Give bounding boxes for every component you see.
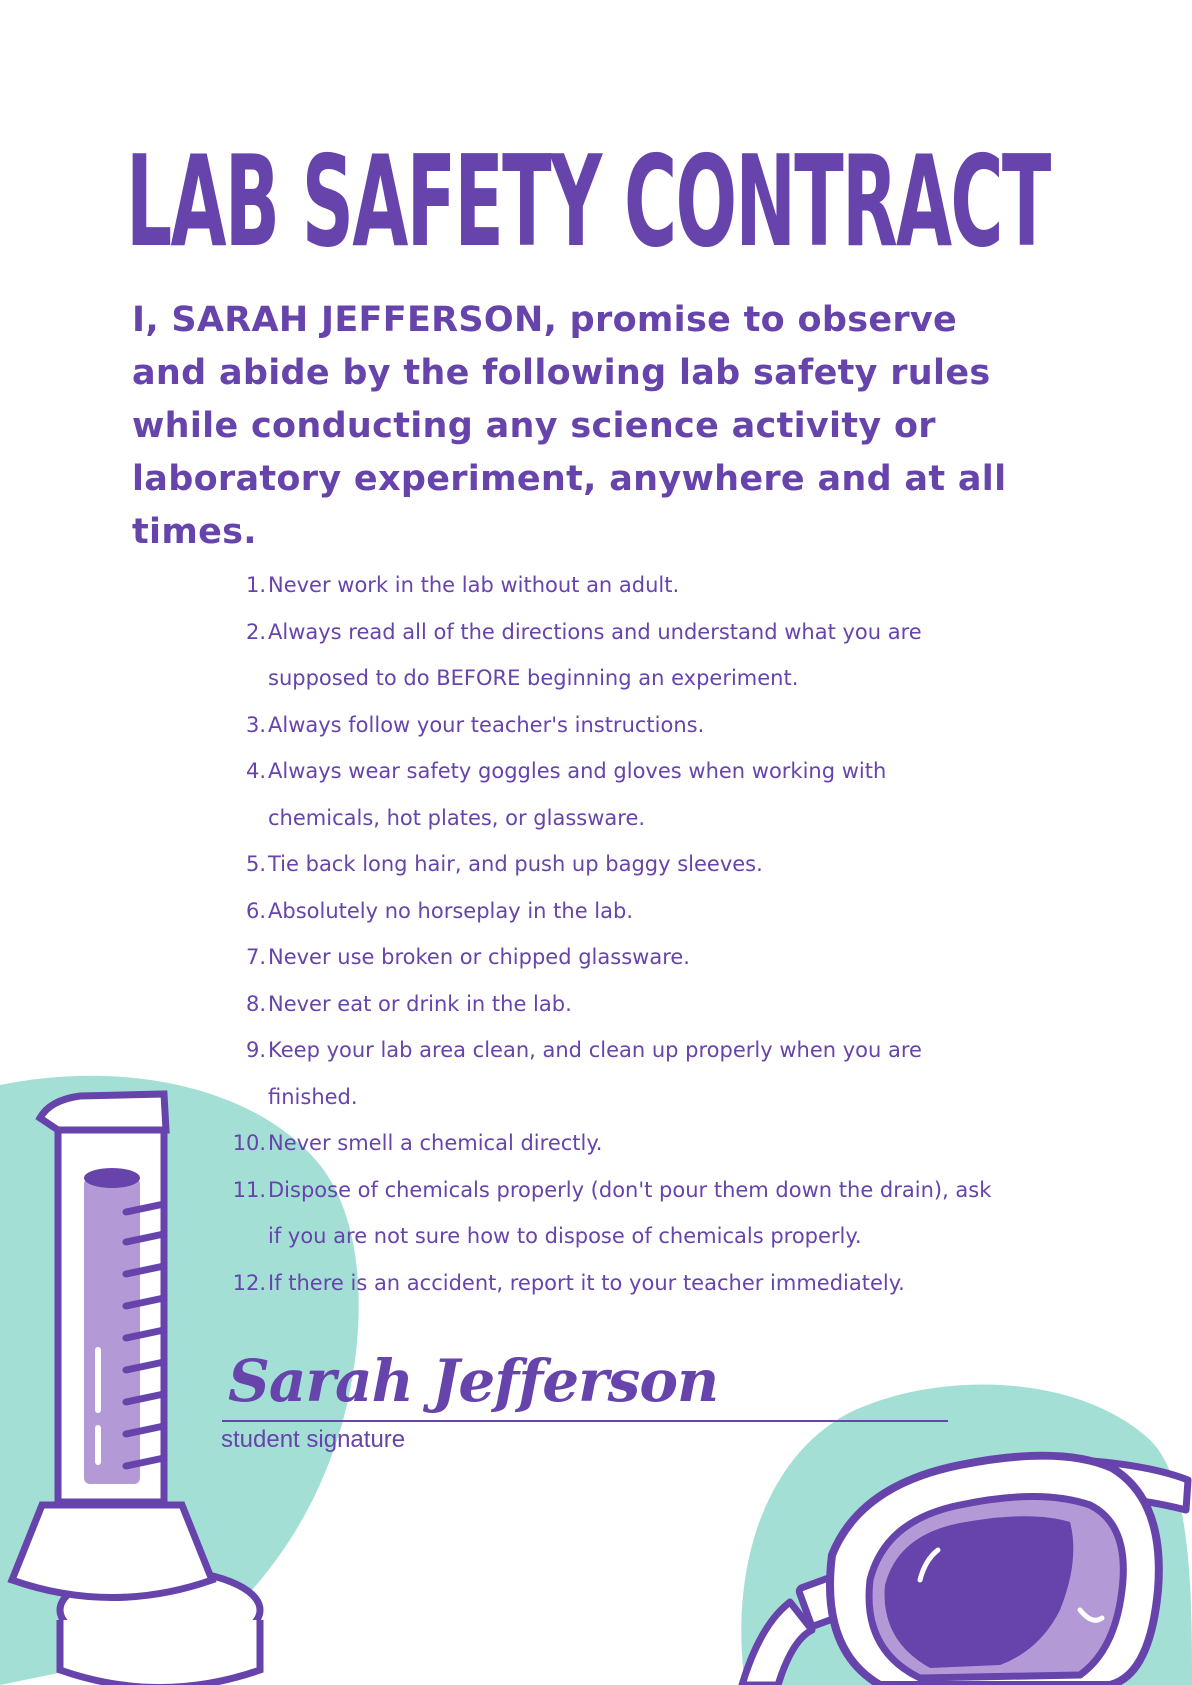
rule-number: 6.	[245, 898, 266, 923]
list-item	[220, 1027, 1000, 1120]
rule-number: 11.	[232, 1177, 266, 1202]
pledge-statement: I, SARAH JEFFERSON, promise to observe and abide by the following lab safety rules while conducting any science activity or laboratory experiment, anywhere and at all times.	[132, 300, 1007, 552]
rule-text: Tie back long hair, and push up baggy sleeves.	[268, 852, 763, 876]
rule-text: Always wear safety goggles and gloves when working with chemicals, hot plates, or glassware.	[268, 759, 887, 830]
rules-list	[220, 562, 1000, 1306]
rule-number: 1.	[245, 573, 266, 597]
rule-text: Always follow your teacher's instructions.	[268, 712, 705, 737]
rule-number: 10.	[232, 1131, 266, 1155]
rule-text: If there is an accident, report it to your teacher immediately.	[268, 1270, 905, 1295]
signature-label: student signature	[221, 1426, 406, 1453]
page-title: LAB SAFETY CONTRACT	[126, 128, 1050, 275]
list-item	[220, 981, 1000, 1028]
rule-number: 12.	[232, 1270, 266, 1295]
rule-text: Absolutely no horseplay in the lab.	[268, 898, 634, 923]
rule-text: Dispose of chemicals properly (don't pour them down the drain), ask if you are not sure how to dispose of chemicals properly.	[268, 1177, 992, 1248]
rule-text: Never eat or drink in the lab.	[268, 991, 572, 1016]
list-item	[220, 1260, 1000, 1307]
rule-text: Keep your lab area clean, and clean up properly when you are finished.	[268, 1038, 922, 1109]
list-item	[220, 562, 1000, 609]
signature-line	[222, 1420, 948, 1422]
rule-number: 4.	[245, 759, 266, 783]
list-item	[220, 1120, 1000, 1167]
list-item	[220, 888, 1000, 935]
rule-number: 8.	[245, 991, 266, 1016]
rule-text: Always read all of the directions and understand what you are supposed to do BEFORE beginning an experiment.	[268, 619, 922, 690]
rule-number: 9.	[245, 1038, 266, 1062]
student-signature: Sarah Jefferson	[228, 1347, 719, 1415]
rule-number: 7.	[245, 945, 266, 969]
rule-text: Never work in the lab without an adult.	[268, 573, 680, 597]
rule-text: Never smell a chemical directly.	[268, 1131, 603, 1155]
list-item	[220, 609, 1000, 702]
rule-number: 3.	[245, 712, 266, 737]
rule-number: 5.	[245, 852, 266, 876]
list-item	[220, 748, 1000, 841]
list-item	[220, 702, 1000, 749]
rule-number: 2.	[245, 619, 266, 644]
list-item	[220, 841, 1000, 888]
list-item	[220, 934, 1000, 981]
list-item	[220, 1167, 1000, 1260]
rule-text: Never use broken or chipped glassware.	[268, 945, 690, 969]
